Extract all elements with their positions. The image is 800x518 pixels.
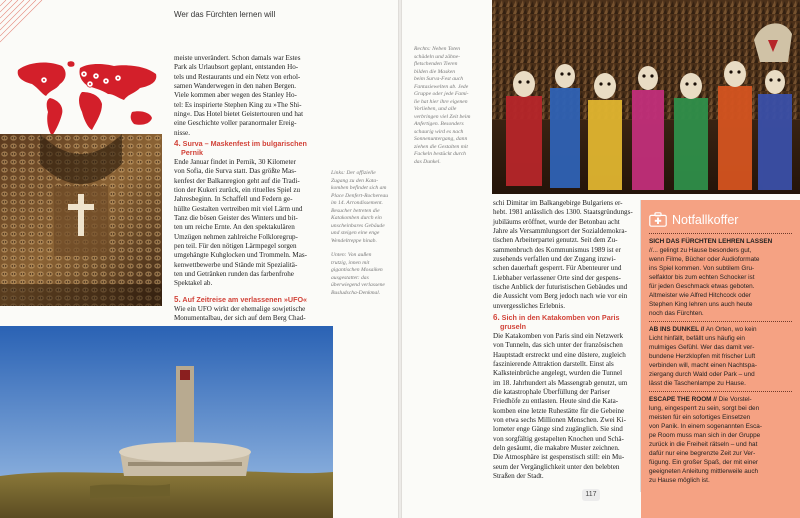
caption-line: Rechts: Neben Toten (414, 46, 461, 52)
kit-line: mulmiges Gefühl. Wer das damit ver- (649, 344, 755, 351)
section-title: Auf Zeitreise am verlassenen »UFO« (182, 295, 308, 304)
kit-line (649, 325, 792, 334)
kit-line: dafür nur eine begrenzte Zeit zur Ver- (649, 450, 756, 457)
surva-photo (492, 0, 800, 194)
continued-text (493, 199, 635, 311)
caption-line: bilden die Masken (414, 68, 456, 75)
text-line: Monumentalbau, der sich auf dem Berg Chad- (174, 314, 306, 323)
notfallkoffer-title: Notfallkoffer (672, 212, 739, 227)
text-line: Park als Urlaubsort geplant, entstanden Ho- (174, 63, 299, 72)
text-line: zusehends verfallen und der Zugang inzwi- (493, 255, 616, 264)
caption-line: das Dunkel. (414, 158, 441, 165)
text-line: Jahresbeginn. In Schaffell und Federn ge- (174, 195, 293, 204)
caption-line: Place Denfert-Rochereau (331, 192, 389, 199)
page-number: 117 (582, 489, 600, 501)
catacombs-photo (0, 134, 162, 306)
kit-line: meisten für ein sofortiges Einsetzen (649, 414, 751, 421)
caption-line: Busludscha-Denkmal. (331, 289, 381, 296)
section-6 (493, 313, 635, 482)
kit-line: lässt die Taschenlampe zu Hause. (649, 380, 746, 387)
section-title: Pernik (181, 148, 203, 157)
text-line: Tanz die bösen Geister des Winters und bit- (174, 214, 298, 223)
caption-line: Gruppe oder jede Fami- (414, 91, 469, 97)
text-line: tion der Kukeri zurück, ein rituelles Spiel zu (174, 186, 301, 195)
section-6-heading (493, 313, 635, 331)
text-line: tischen Arbeiterpartei genutzt. Seit dem Zu- (493, 236, 618, 245)
text-line: deln gesäumt, die makabre Muster zeichnen. (493, 444, 620, 453)
section-5 (174, 295, 330, 324)
kit-line: lung, eingesperrt zu sein, sorgt bei den (649, 405, 760, 412)
text-line: lometer enge Gänge sind zugänglich. Sie sind (493, 425, 623, 434)
text-line: Die Atmosphäre ist gespenstisch still: ein Mu- (493, 453, 625, 462)
caption-line: Katakomben durch ein (331, 215, 382, 221)
kit-entry (649, 234, 792, 322)
caption-line: beim Surva-Fest auch (414, 76, 464, 82)
text-line: Kalksteinbrüche angelegt, wurden die Tunnel (493, 369, 623, 378)
caption-line: komben befindet sich am (331, 185, 387, 191)
caption-line: ausgestattet: das (331, 274, 369, 281)
caption-line: Fantasiewelten ab. Jede (414, 83, 469, 90)
caption-line: unscheinbares Gebäude (331, 222, 385, 229)
section-title: gruseln (500, 322, 526, 331)
text-line: ten um reiche Ernte. An den spektakulären (174, 223, 295, 232)
intro-text (174, 54, 330, 138)
kit-entry-heading: AB INS DUNKEL // (649, 326, 705, 333)
right-caption (414, 46, 486, 166)
notfallkoffer-header (649, 206, 792, 234)
kit-line: wenn Filme, Bücher oder Audioformate (649, 256, 760, 263)
caption-line: verbringen viel Zeit beim (414, 113, 471, 120)
caption-line: Wendeltreppe hinab. (331, 237, 377, 244)
text-line: tische Anblick der futuristischen Gebäudes und (493, 283, 628, 292)
section-title: Sich in den Katakomben von Paris (501, 313, 620, 322)
kit-line: pe Room muss man sich in der Gruppe (649, 432, 761, 439)
caption-line: überwiegend verlassene (331, 282, 385, 288)
caption-line: fletschenden Tieren (414, 61, 458, 67)
kit-entry (649, 392, 792, 488)
kit-entry-heading: ESCAPE THE ROOM // (649, 396, 717, 403)
caption-line: Sonnenuntergang, dann (414, 136, 468, 142)
text-line: Liebhaber verlassener Orte sind der gespens- (493, 273, 621, 282)
kit-line: verbinden will, macht einen Nachtspa- (649, 362, 757, 369)
text-line: von etwa sechs Millionen Menschen. Zwei Ki- (493, 416, 626, 425)
text-line: samen Wanderwegen in den nahen Bergen. (174, 82, 297, 91)
kit-line: //... gelingt zu Hause besonders gut, (649, 247, 752, 254)
kit-line: Stephen King lehren uns auch heute (649, 301, 753, 308)
corner-decoration (0, 0, 46, 46)
text-line: schi Dimitar im Balkangebirge Bulgariens er- (493, 199, 623, 207)
kit-line: selfaktor bis zum echten Schocker ist (649, 274, 755, 281)
caption-line: ziehen die Gestalten mit (414, 143, 468, 150)
world-map-image (10, 54, 164, 140)
text-line: Hauptstadt erstreckt und eine düstere, zugleich (493, 350, 626, 359)
text-line: komben eine letzte Ruhestätte für die Gebeine (493, 406, 625, 415)
caption-line: und steigen eine enge (331, 230, 380, 236)
text-line: jubiläums eröffnet, wurde der Betonbau acht (493, 217, 620, 226)
caption-line: gigantischen Mosaiken (331, 267, 383, 273)
first-aid-kit-icon (649, 212, 667, 227)
text-line: hebt. 1981 anlässlich des 1300. Staatsgründungs- (493, 208, 633, 217)
text-line: kenwettbewerbe und Stände mit Spezialitä- (174, 260, 298, 269)
text-line: von Sofia, die Surva statt. Das größte Mas- (174, 167, 297, 176)
text-line: die Aussicht vom Berg jedoch nach wie vor ein (493, 292, 628, 301)
kit-line: ins Spiel kommen. Von subtilem Gru- (649, 265, 755, 272)
kit-line: zurück in die Freiheit rätseln – und hat (649, 441, 758, 448)
text-line: Die Katakomben von Paris sind ein Netzwerk (493, 332, 624, 340)
text-line: ten und Getränken runden das farbenfrohe (174, 270, 294, 279)
caption-monument (331, 252, 393, 297)
text-line: hüllte Gestalten vertreiben mit viel Lärm und (174, 204, 303, 213)
text-line: Viele kommen aber wegen des Stanley Ho- (174, 91, 297, 100)
notfallkoffer-box (641, 200, 800, 518)
monument-photo (0, 326, 333, 518)
kit-line (649, 395, 792, 404)
kit-line: für jeden Geschmack etwas geboten. (649, 283, 755, 290)
text-line: faszinierende Attraktion darstellt. Einst als (493, 360, 614, 369)
section-4 (174, 139, 330, 289)
caption-catacombs (331, 170, 393, 245)
caption-line: Links: Der offizielle (331, 170, 376, 176)
right-page (402, 0, 800, 518)
text-line: seum der Vergänglichkeit unter den belebten (493, 462, 620, 471)
caption-line: Fackeln bestückt durch (414, 151, 466, 157)
section-number: 5. (174, 295, 181, 304)
section-5-heading (174, 295, 330, 304)
caption-line: schaurig wird es nach (414, 128, 464, 135)
section-title: Surva – Maskenfest im bulgarischen (182, 139, 307, 148)
kit-line-text: An Orten, wo kein (705, 326, 757, 333)
kit-entry-heading: SICH DAS FÜRCHTEN LEHREN LASSEN (649, 238, 773, 245)
caption-line: Zugang zu den Kata- (331, 177, 379, 184)
kit-line: Licht hinfällt, befällt uns häufig ein (649, 335, 745, 342)
text-line: Umzügen nehmen zahlreiche Folkloregrup- (174, 232, 298, 241)
text-line: im 18. Jahrhundert als Massengrab genutzt, um (493, 378, 628, 387)
text-line: umgehängte Kuhglocken und Trommeln. Mas- (174, 251, 307, 260)
section-4-heading (174, 139, 330, 157)
text-line: Spektakel ab. (174, 279, 213, 288)
text-line: tels und Restaurants und ein Netz von erhol- (174, 72, 301, 81)
text-line: schen dauerhaft gesperrt. Für Abenteurer und (493, 264, 622, 273)
caption-line: schädeln und zähne- (414, 53, 460, 60)
text-line: kenfest der Balkanregion geht auf die Tradi- (174, 176, 300, 185)
notfallkoffer-entries (649, 234, 792, 488)
caption-line: Besucher betreten die (331, 207, 380, 214)
kit-line: noch das Fürchten. (649, 310, 704, 317)
caption-line: trutzig, innen mit (331, 259, 370, 266)
running-head: Wer das Fürchten lernen will (174, 10, 276, 19)
text-line: meiste unverändert. Schon damals war Estes (174, 54, 301, 62)
text-line: die katastrophale Überfüllung der Pariser (493, 388, 611, 397)
caption-line: im 14. Arrondissement. (331, 200, 383, 206)
text-line: pen teil. Für den nötigen Lärmpegel sorgen (174, 242, 297, 251)
caption-line: lie hat hier ihre eigenen (414, 98, 468, 105)
text-line: Friedhöfe zu entlasten. Heute sind die Kata- (493, 397, 619, 406)
text-line: Wie ein UFO wirkt der ehemalige sowjetische (174, 305, 306, 313)
kit-line: zu Hause möglich ist. (649, 477, 710, 484)
caption-line: Vorlieben, und alle (414, 106, 457, 112)
kit-line: fügung. Ein großer Spaß, der mit einer (649, 459, 759, 466)
caption-line: Unten: Von außen (331, 252, 372, 258)
text-line: ning«. Das Hotel bietet Geistertouren und hat (174, 110, 304, 119)
text-line: Straßen der Stadt. (493, 472, 544, 481)
kit-entry (649, 322, 792, 392)
kit-line-text: Die Vorstel- (718, 396, 752, 403)
text-line: eine Geschichte voller paranormaler Ereig- (174, 119, 297, 128)
kit-line: Altmeister wie Alfred Hitchcock oder (649, 292, 751, 299)
text-line: nisse. (174, 128, 190, 137)
text-line: von sorgfältig gestapelten Knochen und Schä- (493, 434, 624, 443)
text-line: Ende Januar findet in Pernik, 30 Kilometer (174, 158, 296, 166)
kit-line: von Panik. In einem sogenannten Esca- (649, 423, 762, 430)
kit-line: ziergang durch Wald oder Park – und (649, 371, 755, 378)
text-line: von Tunneln, das sich unter der französischen (493, 341, 623, 350)
text-line: unvergessliches Erlebnis. (493, 301, 565, 310)
caption-line: Anfertigen. Besonders (414, 121, 464, 127)
text-line: sammenbruch des Kommunismus 1989 ist er (493, 245, 621, 254)
section-number: 4. (174, 139, 181, 148)
text-line: Jahre als Versammlungsort der Sozialdemokra- (493, 227, 627, 236)
left-page (0, 0, 398, 518)
text-line: tel: Es inspirierte Stephen King zu »The Shi- (174, 100, 302, 109)
section-number: 6. (493, 313, 500, 322)
kit-line: geeigneten Anleitung mittlerweile auch (649, 468, 759, 475)
left-captions (331, 170, 393, 297)
kit-line: bundene Herzklopfen mit frischer Luft (649, 353, 756, 360)
